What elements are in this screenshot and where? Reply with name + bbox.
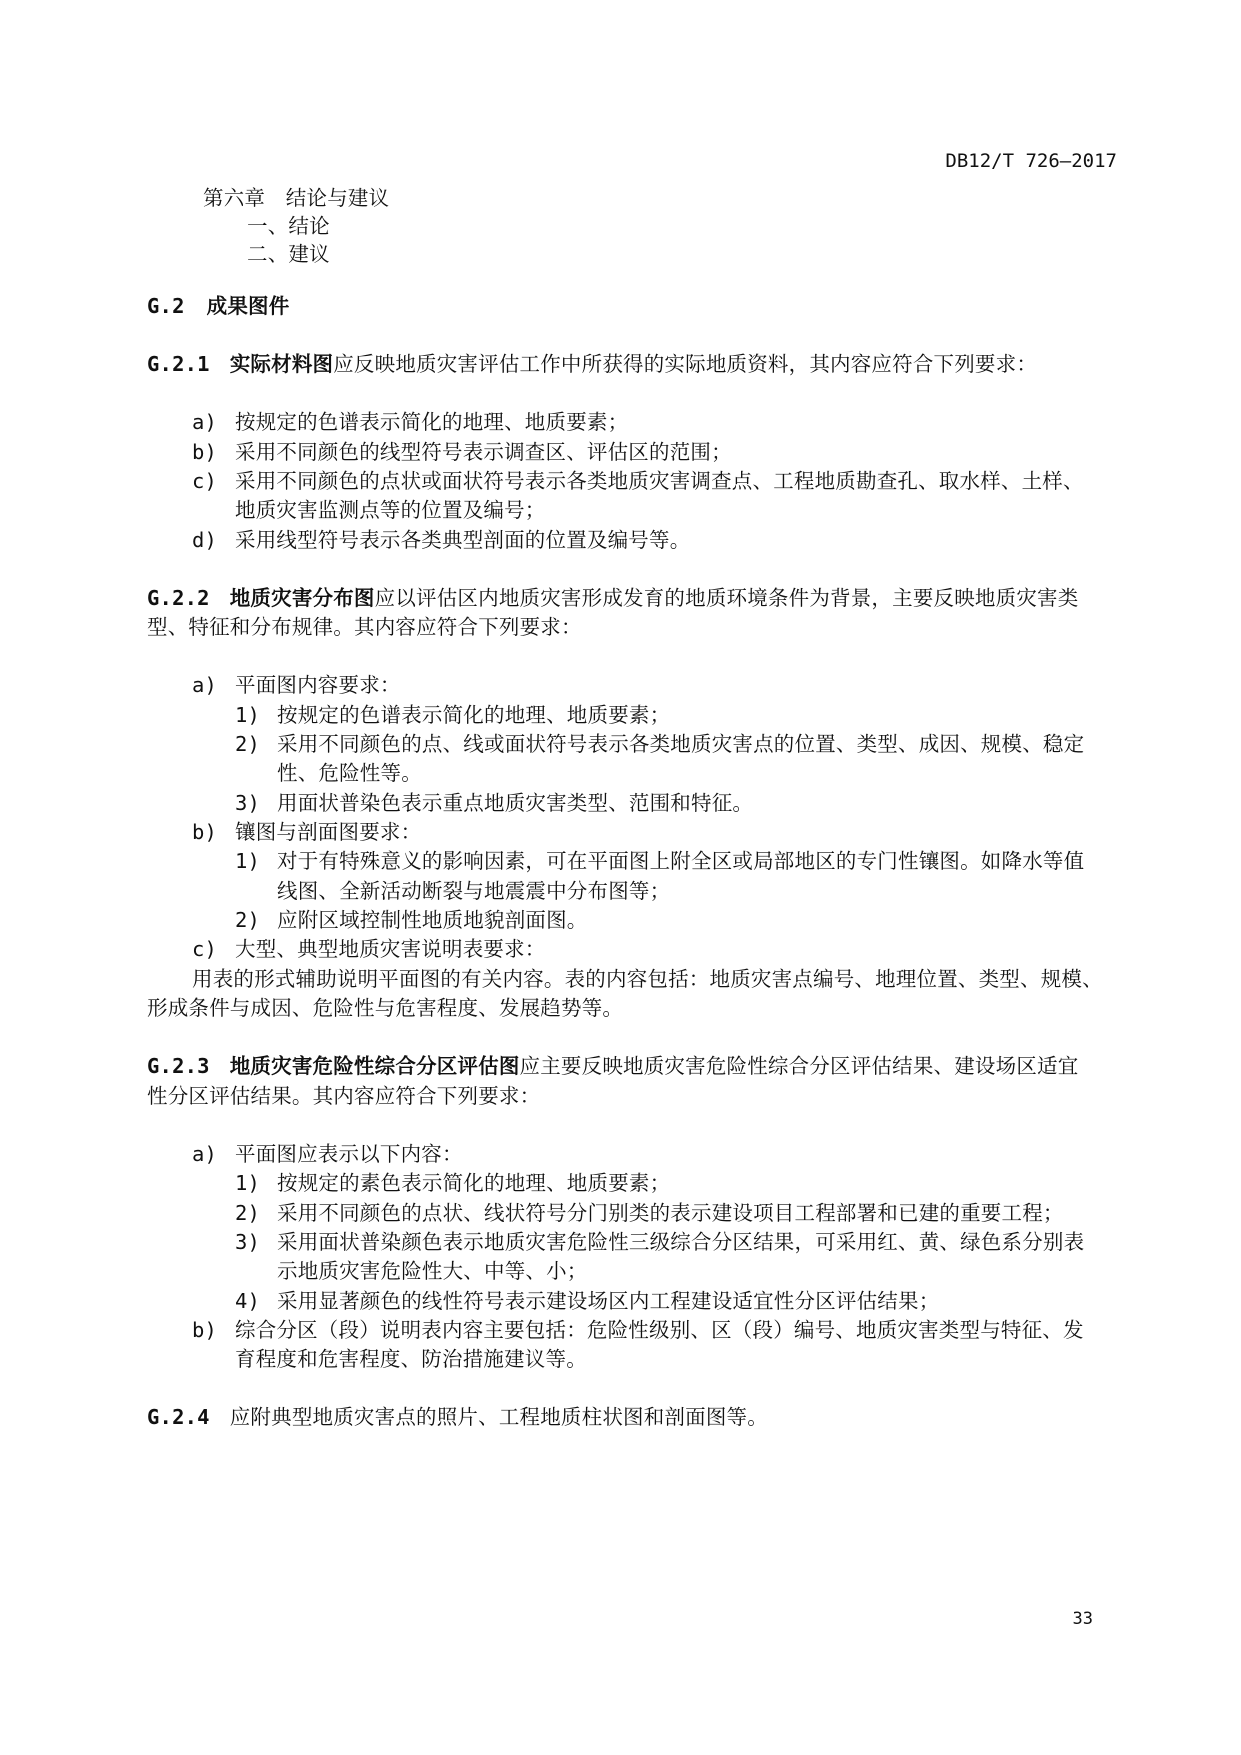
g23-a-sub-3: [235, 1228, 1084, 1256]
outline-item-conclusion: 一、结论: [247, 214, 330, 238]
list-item-text: 平面图应表示以下内容：: [235, 1142, 463, 1166]
g23-item-a: [192, 1140, 463, 1168]
g22-b-sub-1: [235, 847, 1084, 875]
list-item-text: 镶图与剖面图要求：: [235, 820, 422, 844]
section-g24-text: 应附典型地质灾害点的照片、工程地质柱状图和剖面图等。: [229, 1405, 768, 1429]
g22-a-sub-2-cont: 性、危险性等。: [277, 761, 422, 785]
g22-a-sub-2: [235, 730, 1084, 758]
section-g22-text-cont: 型、特征和分布规律。其内容应符合下列要求：: [147, 615, 582, 639]
section-g2-number: G.2: [147, 294, 185, 318]
list-item-text: 用面状普染色表示重点地质灾害类型、范围和特征。: [277, 791, 754, 815]
g23-item-b-cont: 育程度和危害程度、防治措施建议等。: [235, 1347, 587, 1371]
section-g23-term: 地质灾害危险性综合分区评估图: [229, 1054, 520, 1078]
list-item-text: 采用不同颜色的点、线或面状符号表示各类地质灾害点的位置、类型、成因、规模、稳定: [277, 732, 1085, 756]
section-g21-term: 实际材料图: [229, 352, 334, 376]
list-item-text: 采用线型符号表示各类典型剖面的位置及编号等。: [235, 528, 691, 552]
section-g23-para: [147, 1052, 1078, 1080]
chapter-6-title: 第六章 结论与建议: [203, 186, 390, 210]
list-marker: b): [192, 440, 218, 464]
list-marker: a): [192, 1142, 218, 1166]
g21-item-a: [192, 408, 628, 436]
list-item-text: 采用面状普染颜色表示地质灾害危险性三级综合分区结果，可采用红、黄、绿色系分别表: [277, 1230, 1085, 1254]
g22-a-sub-3: [235, 789, 753, 817]
section-g23-number: G.2.3: [147, 1054, 210, 1078]
list-item-text: 应附区域控制性地质地貌剖面图。: [277, 908, 588, 932]
g22-item-c: [192, 935, 546, 963]
list-marker: a): [192, 410, 218, 434]
document-code: DB12/T 726—2017: [945, 150, 1117, 172]
section-g22-number: G.2.2: [147, 586, 210, 610]
list-marker: b): [192, 820, 218, 844]
section-g24-para: [147, 1403, 768, 1431]
g22-item-a: [192, 671, 401, 699]
list-item-text: 采用不同颜色的点状、线状符号分门别类的表示建设项目工程部署和已建的重要工程；: [277, 1201, 1064, 1225]
list-item-text: 采用不同颜色的点状或面状符号表示各类地质灾害调查点、工程地质勘查孔、取水样、土样、: [235, 469, 1084, 493]
page-number: 33: [1072, 1609, 1093, 1629]
g21-item-b: [192, 438, 732, 466]
section-g22-para: [147, 584, 1078, 612]
list-item-text: 按规定的素色表示简化的地理、地质要素；: [277, 1171, 671, 1195]
list-marker: 1): [235, 703, 261, 727]
section-g24-number: G.2.4: [147, 1405, 210, 1429]
list-item-text: 大型、典型地质灾害说明表要求：: [235, 937, 546, 961]
section-g21-number: G.2.1: [147, 352, 210, 376]
section-g21-para: [147, 350, 1037, 378]
list-marker: c): [192, 937, 218, 961]
section-g23-text-cont: 性分区评估结果。其内容应符合下列要求：: [147, 1084, 541, 1108]
list-marker: 1): [235, 849, 261, 873]
list-item-text: 综合分区（段）说明表内容主要包括：危险性级别、区（段）编号、地质灾害类型与特征、发: [235, 1318, 1084, 1342]
g22-a-sub-1: [235, 701, 670, 729]
section-g2-title: 成果图件: [206, 294, 290, 318]
section-g2-heading: [147, 292, 289, 320]
list-item-text: 按规定的色谱表示简化的地理、地质要素；: [277, 703, 671, 727]
outline-item-suggestion: 二、建议: [247, 242, 330, 266]
section-g22-text: 应以评估区内地质灾害形成发育的地质环境条件为背景，主要反映地质灾害类: [374, 586, 1079, 610]
list-item-text: 对于有特殊意义的影响因素，可在平面图上附全区或局部地区的专门性镶图。如降水等值: [277, 849, 1085, 873]
list-marker: a): [192, 673, 218, 697]
list-marker: c): [192, 469, 218, 493]
list-marker: d): [192, 528, 218, 552]
g22-c-text-cont: 形成条件与成因、危险性与危害程度、发展趋势等。: [147, 996, 624, 1020]
list-marker: b): [192, 1318, 218, 1342]
section-g21-text: 应反映地质灾害评估工作中所获得的实际地质资料，其内容应符合下列要求：: [333, 352, 1038, 376]
g22-item-b: [192, 818, 421, 846]
section-g22-term: 地质灾害分布图: [229, 586, 375, 610]
list-marker: 2): [235, 1201, 261, 1225]
g23-a-sub-3-cont: 示地质灾害危险性大、中等、小；: [277, 1259, 588, 1283]
section-g23-text: 应主要反映地质灾害危险性综合分区评估结果、建设场区适宜: [519, 1054, 1079, 1078]
list-item-text: 采用显著颜色的线性符号表示建设场区内工程建设适宜性分区评估结果；: [277, 1289, 940, 1313]
list-marker: 3): [235, 1230, 261, 1254]
g21-item-c-cont: 地质灾害监测点等的位置及编号；: [235, 498, 546, 522]
g21-item-c: [192, 467, 1084, 495]
g23-a-sub-1: [235, 1169, 670, 1197]
list-item-text: 按规定的色谱表示简化的地理、地质要素；: [235, 410, 629, 434]
list-marker: 2): [235, 908, 261, 932]
list-marker: 1): [235, 1171, 261, 1195]
list-marker: 2): [235, 732, 261, 756]
g22-b-sub-2: [235, 906, 588, 934]
g23-a-sub-4: [235, 1287, 939, 1315]
g23-item-b: [192, 1316, 1084, 1344]
list-item-text: 平面图内容要求：: [235, 673, 401, 697]
list-marker: 3): [235, 791, 261, 815]
g22-c-text: 用表的形式辅助说明平面图的有关内容。表的内容包括：地质灾害点编号、地理位置、类型、规模、: [192, 967, 1103, 991]
g21-item-d: [192, 526, 690, 554]
g22-b-sub-1-cont: 线图、全新活动断裂与地震震中分布图等；: [277, 879, 671, 903]
g23-a-sub-2: [235, 1199, 1064, 1227]
list-marker: 4): [235, 1289, 261, 1313]
list-item-text: 采用不同颜色的线型符号表示调查区、评估区的范围；: [235, 440, 732, 464]
